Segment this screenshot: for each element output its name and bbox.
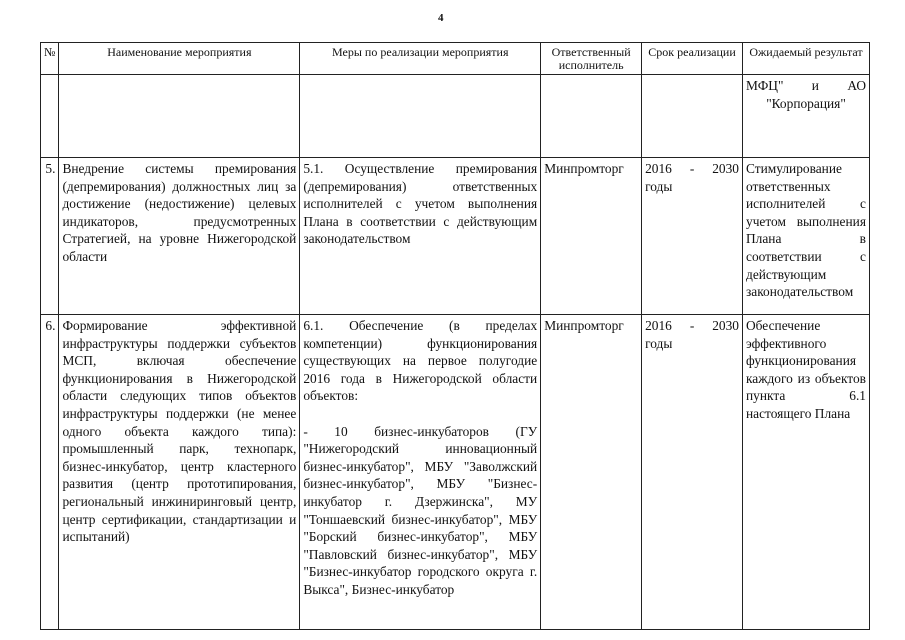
- cell-responsible: Минпромторг: [541, 158, 642, 315]
- cell-event-name: Формирование эффективной инфраструктуры поддержки субъектов МСП, включая обеспечение функционирования в Нижегородской области следующих типов объектов инфраструктуры поддержки (не менее одного объекта каждого типа): промышленный парк, технопарк, бизнес-инкубатор, центр кластерного развития (центр прототипирования, региональный инжиниринговый центр, центр сертификации, стандартизации и испытаний): [59, 315, 300, 630]
- cell-empty: [41, 75, 59, 158]
- cell-event-name: Внедрение системы премирования (депремирования) должностных лиц за достижение (недостижение) целевых индикаторов, предусмотренных Стратегией, на уровне Нижегородской области: [59, 158, 300, 315]
- table-row-continuation: [41, 75, 870, 158]
- cell-expected-result: Обеспечение эффективного функционирования каждого из объектов пункта 6.1 настоящего Плана: [743, 315, 870, 630]
- cell-number: 5.: [41, 158, 59, 315]
- cell-term: 2016 - 2030 годы: [642, 158, 743, 315]
- header-number: №: [41, 43, 59, 75]
- header-responsible: Ответственный исполнитель: [541, 43, 642, 75]
- spacer: [303, 405, 537, 423]
- plan-table: [40, 42, 870, 630]
- result-continuation-line: МФЦ" и АО: [746, 78, 866, 93]
- result-continuation-line: "Корпорация": [766, 95, 846, 111]
- table-row: [41, 158, 870, 315]
- cell-empty: [59, 75, 300, 158]
- cell-number: 6.: [41, 315, 59, 630]
- cell-measures: 5.1. Осуществление премирования (депремирования) ответственных исполнителей с учетом выполнения Плана в соответствии с действующим законодательством: [300, 158, 541, 315]
- table-row: [41, 315, 870, 630]
- cell-measures: [300, 315, 541, 630]
- cell-result-continuation: [743, 75, 870, 158]
- table-header-row: [41, 43, 870, 75]
- cell-empty: [541, 75, 642, 158]
- header-measures: Меры по реализации мероприятия: [300, 43, 541, 75]
- header-expected-result: Ожидаемый результат: [743, 43, 870, 75]
- measures-intro: 6.1. Обеспечение (в пределах компетенции) функционирования существующих на первое полугодие 2016 года в Нижегородской области объектов:: [303, 318, 538, 404]
- cell-empty: [300, 75, 541, 158]
- header-term: Срок реализации: [642, 43, 743, 75]
- cell-term: 2016 - 2030 годы: [642, 315, 743, 630]
- measures-list: - 10 бизнес-инкубаторов (ГУ "Нижегородский инновационный бизнес-инкубатор", МБУ "Заволжский бизнес-инкубатор", МБУ "Бизнес-инкубатор г. Дзержинска", МУ "Тоншаевский бизнес-инкубатор", МБУ "Борский бизнес-инкубатор", МБУ "Павловский бизнес-инкубатор", МБУ "Бизнес-инкубатор городского округа г. Выкса", Бизнес-инкубатор: [303, 423, 538, 597]
- cell-empty: [642, 75, 743, 158]
- header-event-name: Наименование мероприятия: [59, 43, 300, 75]
- cell-responsible: Минпромторг: [541, 315, 642, 630]
- cell-expected-result: Стимулирование ответственных исполнителей с учетом выполнения Плана в соответствии с действующим законодательством: [743, 158, 870, 315]
- page-number: 4: [438, 12, 444, 24]
